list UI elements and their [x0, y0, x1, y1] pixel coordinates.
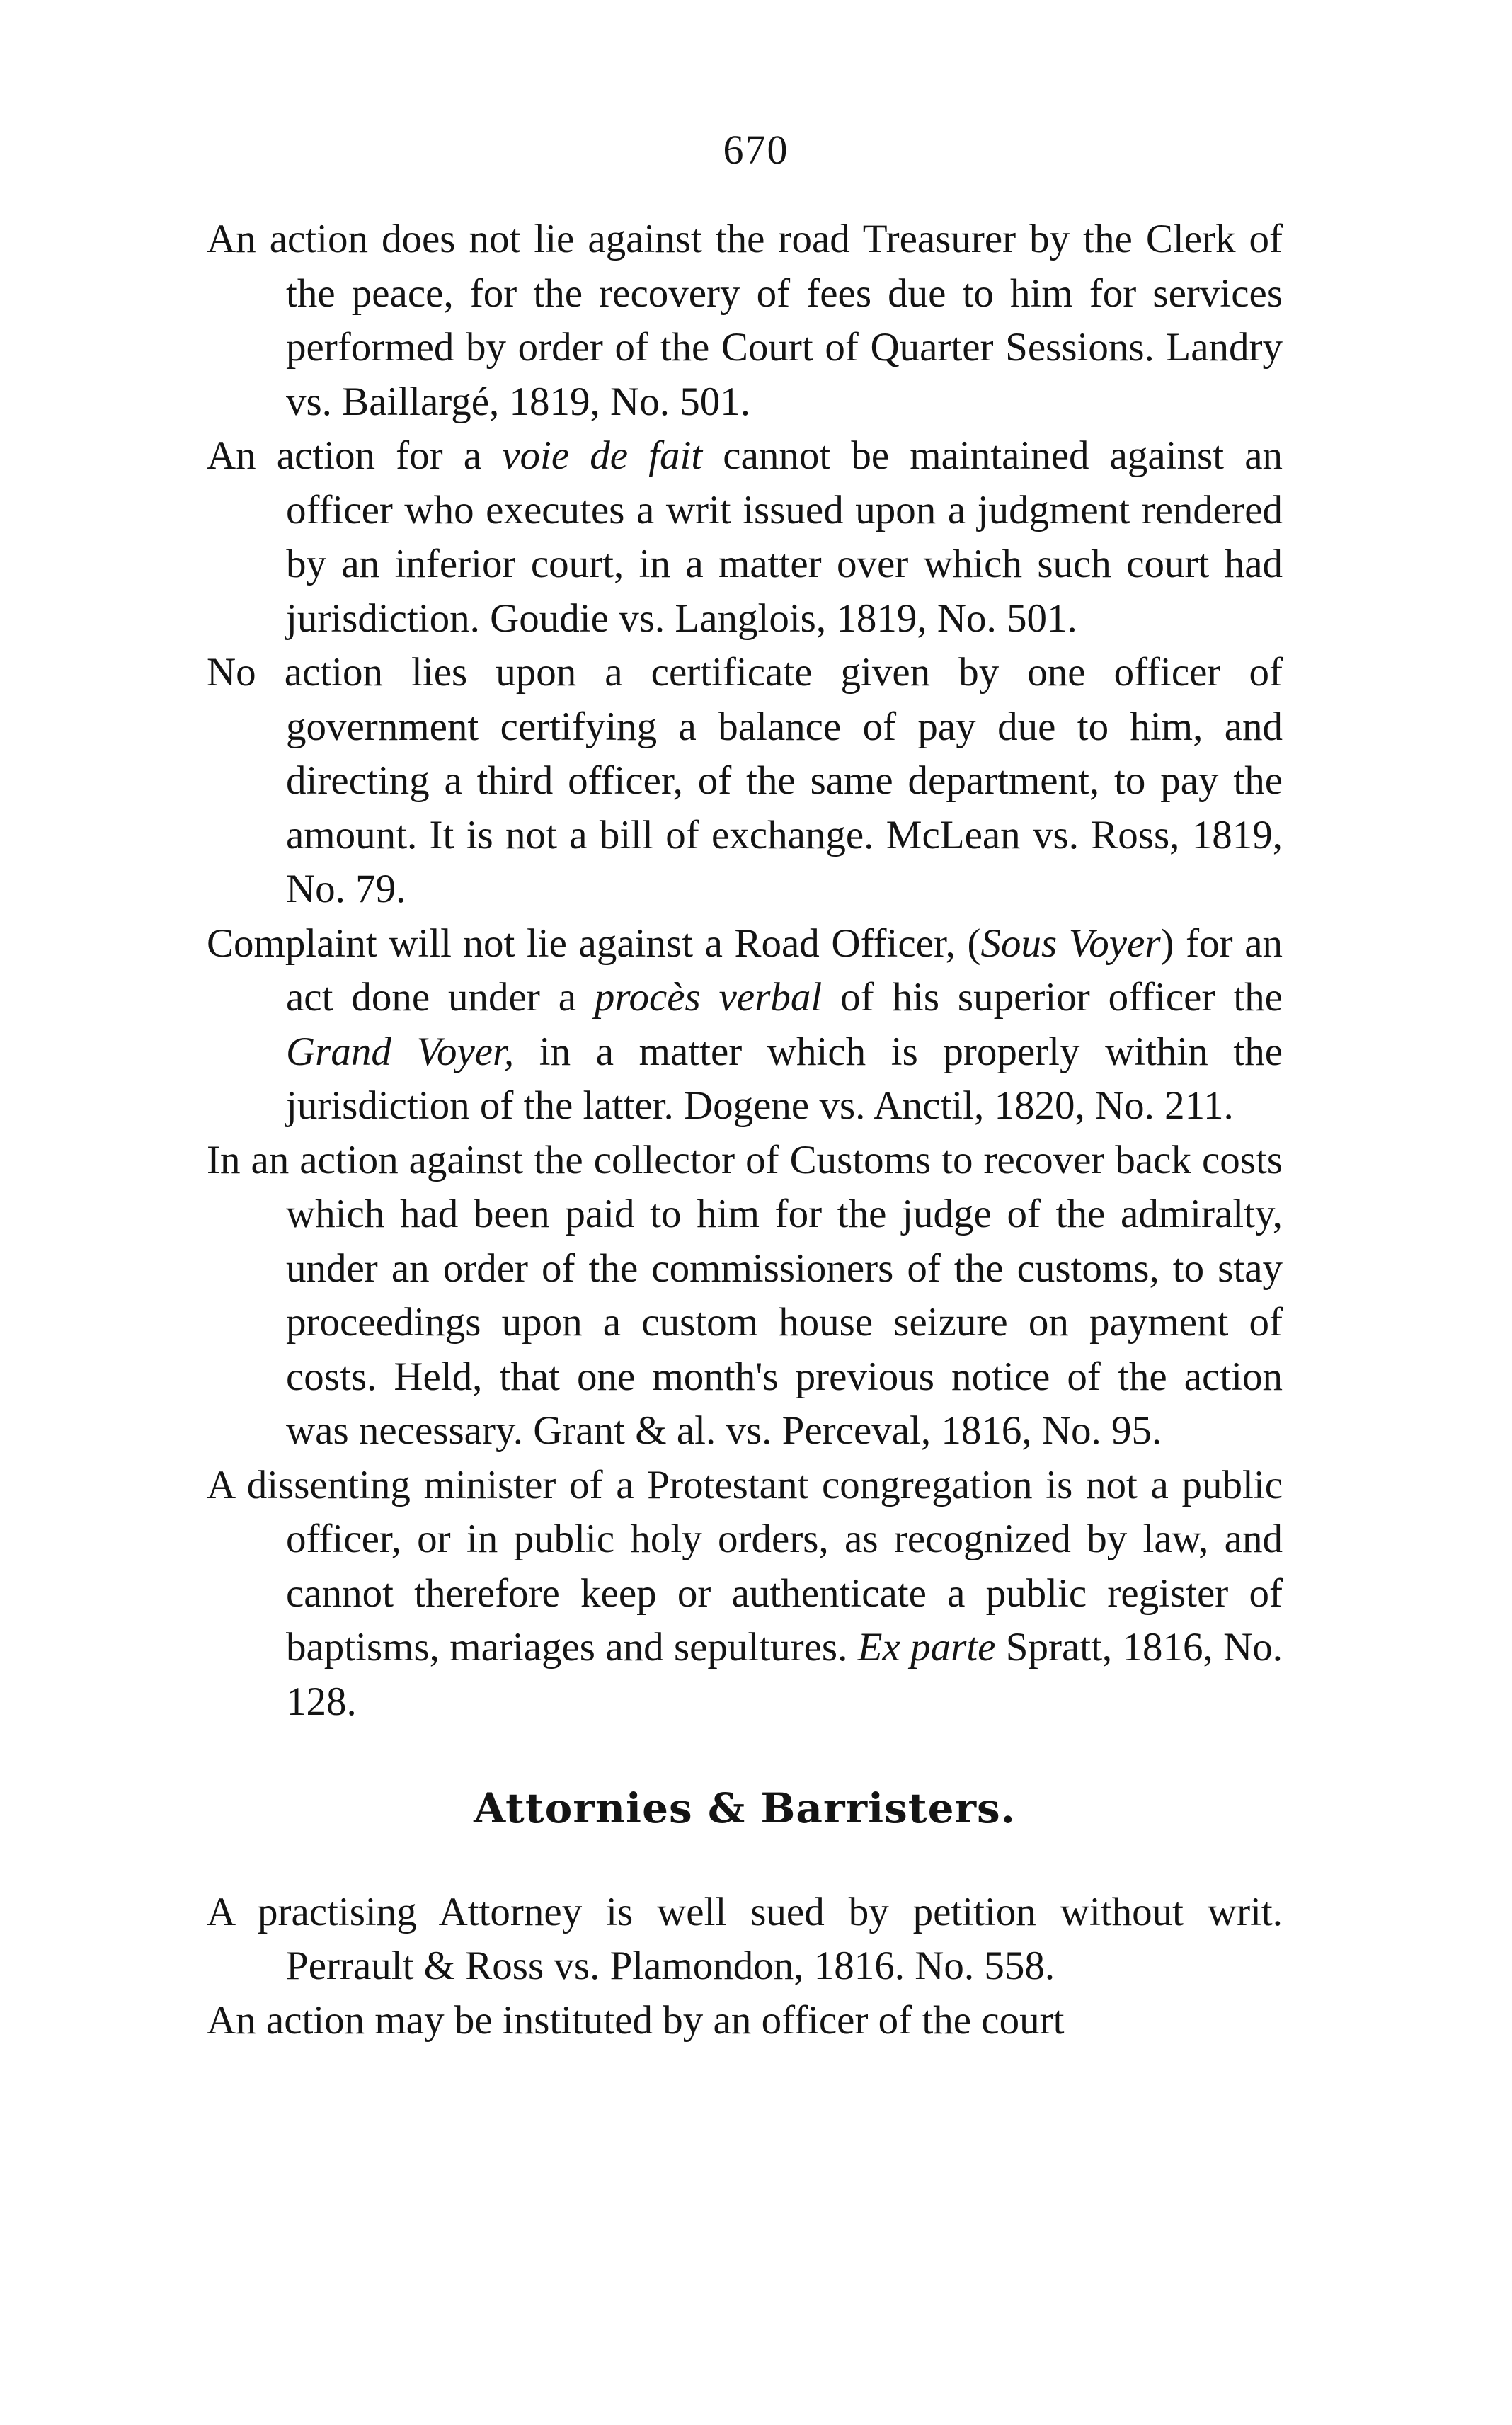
entry-road-treasurer: [207, 212, 1283, 429]
entry-text: Spratt, 1816, No. 128.: [286, 1625, 1283, 1724]
entry-voie-de-fait: [207, 429, 1283, 646]
entry-dissenting-minister: [207, 1459, 1283, 1730]
entry-text: No action lies upon a certificate given by one officer of government certifying a balance of pay due to him, and directing a third officer, of the same department, to pay the amount. It is not a bill of exchange. McLean vs. Ross, 1819, No. 79.: [207, 650, 1283, 911]
entry-road-officer: [207, 917, 1283, 1134]
entry-text: A dissenting minister of a Protestant congregation is not a public officer, or in public holy orders, as recognized by law, and cannot therefore keep or authenticate a public register of baptisms, mariages and sepultures.: [207, 1462, 1283, 1670]
entry-text: in a matter which is properly within the jurisdiction of the latter. Dogene vs. Anctil, 1820, No. 211.: [286, 1029, 1283, 1128]
entry-italic-term: voie de fait: [502, 433, 703, 478]
entry-certificate-of-pay: [207, 646, 1283, 917]
entry-collector-of-customs: [207, 1134, 1283, 1459]
entry-text: An action does not lie against the road Treasurer by the Clerk of the peace, for the recovery of fees due to him for services performed by order of the Court of Quarter Sessions. Landry vs. Baillargé, 1819, No. 501.: [207, 217, 1283, 424]
entry-text: An action for a: [207, 433, 503, 478]
entry-practising-attorney: [207, 1885, 1283, 1994]
entry-italic-term: Sous Voyer: [980, 920, 1161, 966]
page-body: [207, 212, 1283, 2048]
entry-text: cannot be maintained against an officer who executes a writ issued upon a judgment rendered by an inferior court, in a matter over which such court had jurisdiction. Goudie vs. Langlois, 1819, No. 501.: [286, 433, 1283, 641]
entry-text: A practising Attorney is well sued by petition without writ. Perrault & Ross vs. Plamondon, 1816. No. 558.: [207, 1889, 1283, 1988]
entry-text: In an action against the collector of Customs to recover back costs which had been paid to him for the judge of the admiralty, under an order of the commissioners of the customs, to stay proceedings upon a custom house seizure on payment of costs. Held, that one month's previous notice of the action was necessary. Grant & al. vs. Perceval, 1816, No. 95.: [207, 1137, 1283, 1453]
entry-italic-term: Ex parte: [857, 1625, 996, 1670]
entry-text: An action may be instituted by an officer of the court: [207, 1997, 1065, 2043]
entry-italic-term: procès verbal: [594, 975, 823, 1020]
entry-italic-term: Grand Voyer,: [286, 1029, 515, 1074]
section-heading: Attornies & Barristers.: [474, 1784, 1016, 1832]
entry-action-by-officer: [207, 1994, 1283, 2048]
entry-text: ) for an act done under a: [286, 920, 1283, 1020]
entry-text: Complaint will not lie against a Road Officer, (: [207, 920, 981, 966]
page-number: 670: [723, 127, 789, 173]
entry-text: of his superior officer the: [822, 975, 1283, 1020]
